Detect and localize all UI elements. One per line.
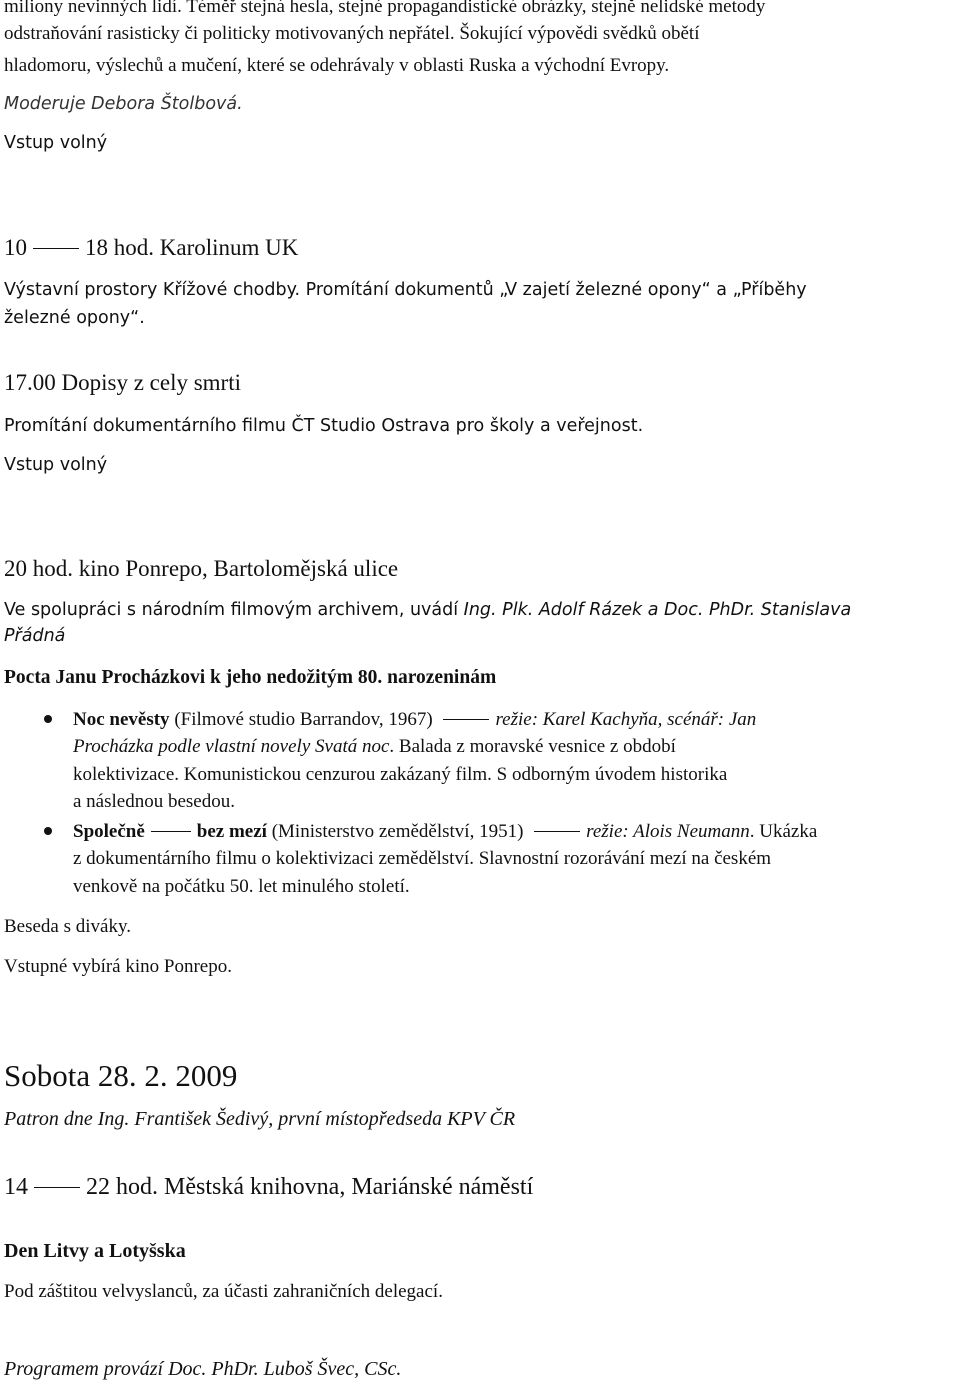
saturday-host: Programem provází Doc. PhDr. Luboš Švec, CSc. <box>4 1358 402 1380</box>
karolinum-dash <box>33 248 79 249</box>
saturday-dash <box>34 1187 80 1188</box>
film-2-line-2: z dokumentárního filmu o kolektivizaci zemědělství. Slavnostní rozorávání mezí na českém <box>73 848 772 869</box>
dopisy-desc: Promítání dokumentárního filmu ČT Studio Ostrava pro školy a veřejnost. <box>4 416 644 436</box>
film-1-title: Noc nevěsty <box>73 709 170 730</box>
bullet-1 <box>44 715 52 723</box>
intro-line-1: miliony nevinných lidí. Téměř stejná hesla, stejné propagandistické obrázky, stejně nelidské metody <box>4 0 766 17</box>
ponrepo-intro-presenters-2: Přádná <box>4 626 66 646</box>
ponrepo-intro-plain: Ve spolupráci s národním filmovým archivem, uvádí <box>4 600 464 620</box>
karolinum-heading <box>4 233 954 263</box>
bullet-2 <box>44 827 52 835</box>
intro-line-2: odstraňování rasisticky či politicky motivovaných nepřátel. Šokující výpovědi svědků obětí <box>4 23 700 44</box>
ponrepo-heading: 20 hod. kino Ponrepo, Bartolomějská ulice <box>4 556 399 581</box>
saturday-heading-rest: 22 hod. Městská knihovna, Mariánské náměstí <box>86 1174 534 1200</box>
dopisy-heading: 17.00 Dopisy z cely smrti <box>4 370 241 395</box>
film-1-rest-1: . Balada z moravské vesnice z období <box>389 736 676 757</box>
film-2-title-a: Společně <box>73 821 145 842</box>
intro-line-3: hladomoru, výslechů a mučení, které se odehrávaly v oblasti Ruska a východní Evropy. <box>4 55 670 76</box>
film-1-details: (Filmové studio Barrandov, 1967) <box>169 709 438 730</box>
film-2-title-b: bez mezí <box>196 821 267 842</box>
karolinum-time-start: 10 <box>4 235 27 260</box>
ponrepo-admission: Vstupné vybírá kino Ponrepo. <box>4 956 232 977</box>
ponrepo-discussion: Beseda s diváky. <box>4 916 131 937</box>
film-1-line-2 <box>73 733 920 761</box>
saturday-event: Den Litvy a Lotyšska <box>4 1240 186 1262</box>
saturday-auspices: Pod záštitou velvyslanců, za účasti zahraničních delegací. <box>4 1281 443 1302</box>
karolinum-heading-rest: 18 hod. Karolinum UK <box>85 235 299 260</box>
film-1-line-3: kolektivizace. Komunistickou cenzurou zakázaný film. S odborným úvodem historika <box>73 764 728 785</box>
film-2-details: (Ministerstvo zemědělství, 1951) <box>266 821 529 842</box>
ponrepo-intro-presenters: Ing. Plk. Adolf Rázek a Doc. PhDr. Stanislava <box>463 600 852 620</box>
film-2-title-dash <box>151 831 191 832</box>
moderator-text: Moderuje Debora Štolbová. <box>4 94 243 114</box>
film-2-line-3: venkově na počátku 50. let minulého století. <box>73 876 410 897</box>
saturday-patron: Patron dne Ing. František Šedivý, první místopředseda KPV ČR <box>4 1108 516 1130</box>
film-1-credit-2: Procházka podle vlastní novely Svatá noc <box>73 736 390 757</box>
film-2-credit: režie: Alois Neumann <box>586 821 750 842</box>
ponrepo-tribute: Pocta Janu Procházkovi k jeho nedožitým 80. narozeninám <box>4 667 497 688</box>
film-1-line-4: a následnou besedou. <box>73 791 235 812</box>
film-1-dash <box>443 719 489 720</box>
entry-free-2: Vstup volný <box>4 455 108 475</box>
entry-free-1: Vstup volný <box>4 133 108 153</box>
film-1-credit: režie: Karel Kachyňa, scénář: Jan <box>495 709 757 730</box>
film-2-line-1 <box>73 818 920 846</box>
saturday-heading <box>4 1171 954 1203</box>
film-1-line-1 <box>73 706 920 734</box>
saturday-time-start: 14 <box>4 1174 28 1200</box>
karolinum-desc-line-2: železné opony“. <box>4 308 145 328</box>
saturday-date: Sobota 28. 2. 2009 <box>4 1058 238 1093</box>
karolinum-desc-line-1: Výstavní prostory Křížové chodby. Promítání dokumentů „V zajetí železné opony“ a „Příběhy <box>4 280 807 300</box>
film-2-rest-1: . Ukázka <box>749 821 818 842</box>
ponrepo-intro <box>4 598 954 623</box>
film-2-dash <box>534 831 580 832</box>
